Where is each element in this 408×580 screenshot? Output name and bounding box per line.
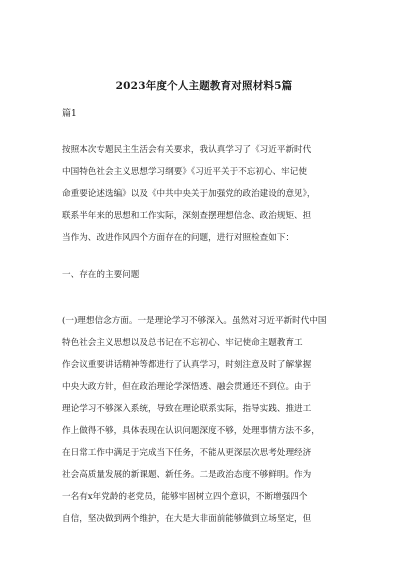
body-line: 理论学习不够深入系统，导致在理论联系实际，指导实践、推进工 bbox=[62, 404, 312, 414]
section-heading: 一、存在的主要问题 bbox=[62, 270, 140, 280]
intro-line: 命重要论述选编》以及《中共中央关于加强党的政治建设的意见》， bbox=[62, 189, 316, 199]
body-line: 在日常工作中满足于完成当下任务，不能从更深层次思考处理经济 bbox=[62, 448, 312, 458]
section-label: 篇1 bbox=[62, 109, 77, 119]
body-line: (一)理想信念方面。一是理论学习不够深入。虽然对习近平新时代中国 bbox=[62, 316, 327, 326]
body-line: 特色社会主义思想以及总书记在不忘初心、牢记使命主题教育工 bbox=[62, 338, 303, 348]
intro-line: 中国特色社会主义思想学习纲要》《习近平关于不忘初心、牢记使 bbox=[62, 167, 307, 177]
body-line: 一名有x年党龄的老党员，能够牢固树立四个意识，不断增强四个 bbox=[62, 492, 308, 502]
intro-line: 当作为、改进作风四个方面存在的问题，进行对照检查如下： bbox=[62, 233, 295, 243]
body-paragraph bbox=[62, 310, 348, 530]
body-line: 社会高质量发展的新课题、新任务。二是政治态度不够鲜明。作为 bbox=[62, 470, 312, 480]
body-line: 作上做得不够，具体表现在认识问题深度不够，处理事情方法不多， bbox=[62, 426, 320, 436]
document-title: 2023年度个人主题教育对照材料5篇 bbox=[115, 80, 293, 92]
body-line: 作会议重要讲话精神等都进行了认真学习，时刻注意及时了解掌握 bbox=[62, 360, 312, 370]
intro-line: 联系半年来的思想和工作实际，深刻查摆理想信念、政治规矩、担 bbox=[62, 211, 312, 221]
intro-line: 按照本次专题民主生活会有关要求，我认真学习了《习近平新时代 bbox=[62, 145, 312, 155]
body-line: 中央大政方针，但在政治理论学深悟透、融会贯通还不到位。由于 bbox=[62, 382, 312, 392]
body-line: 自信，坚决做到两个维护，在大是大非面前能够做到立场坚定，但 bbox=[62, 514, 312, 524]
intro-paragraph bbox=[62, 139, 348, 249]
